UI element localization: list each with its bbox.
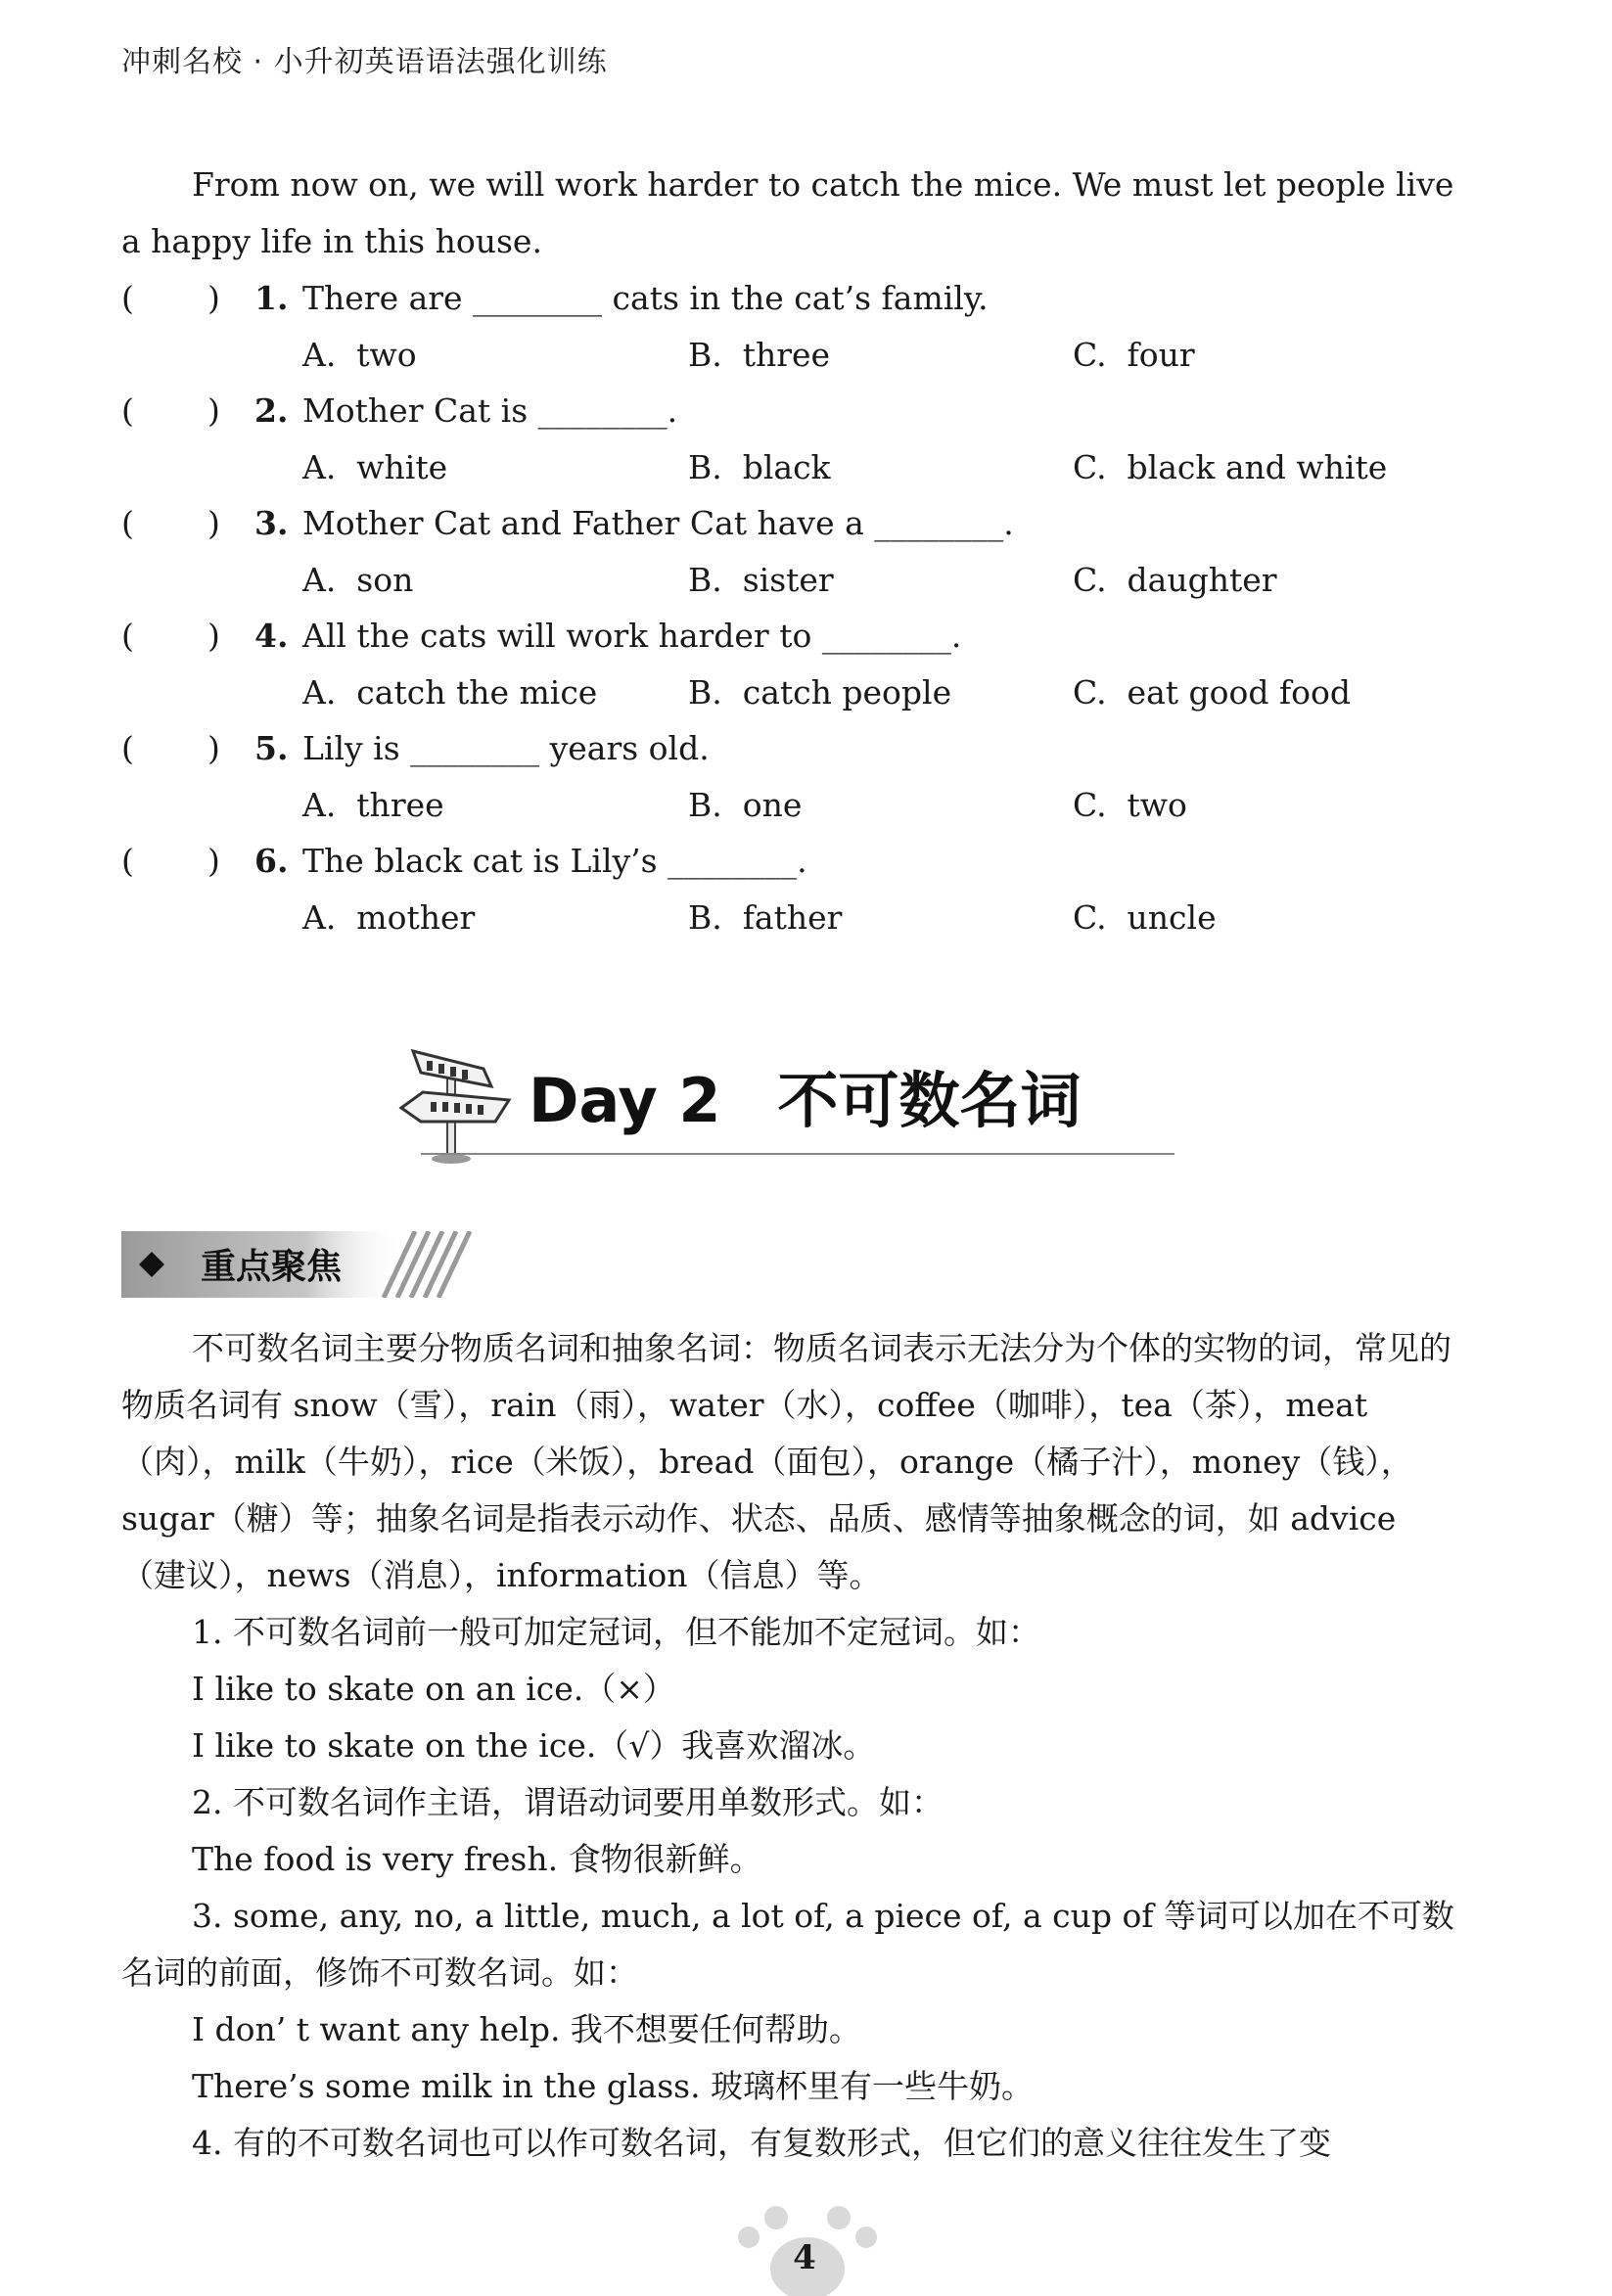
question-6-options: [0, 890, 1612, 946]
question-3: [121, 495, 1492, 552]
option-a: A. three: [302, 786, 444, 824]
example-1a: I like to skate on an ice.（×）: [192, 1670, 675, 1708]
question-number: 3.: [254, 504, 289, 542]
focus-title: 重点聚焦: [201, 1247, 343, 1287]
question-number: 2.: [254, 391, 289, 430]
question-4-options: [0, 665, 1612, 721]
question-6: [121, 833, 1492, 890]
question-number: 5.: [254, 729, 289, 767]
option-c: C. two: [1073, 786, 1187, 824]
option-c: C. daughter: [1073, 561, 1277, 599]
question-number: 6.: [254, 842, 289, 880]
question-text: All the cats will work harder to ________.: [302, 617, 962, 655]
question-2-options: [0, 439, 1612, 496]
example-2: The food is very fresh. 食物很新鲜。: [192, 1840, 762, 1878]
option-b: B. black: [688, 448, 831, 486]
option-c: C. eat good food: [1073, 673, 1352, 712]
option-b: B. father: [688, 898, 843, 937]
option-a: A. catch the mice: [302, 673, 598, 712]
option-b: B. sister: [688, 561, 834, 599]
option-c: C. four: [1073, 336, 1195, 374]
question-1: [121, 270, 1492, 327]
option-a: A. two: [302, 336, 417, 374]
question-4: [121, 608, 1492, 665]
answer-paren-open: (: [121, 279, 134, 317]
rule-2: 2. 不可数名词作主语，谓语动词要用单数形式。如：: [192, 1783, 944, 1821]
running-header: 冲刺名校 · 小升初英语语法强化训练: [121, 45, 608, 79]
question-number: 1.: [254, 279, 289, 317]
question-text: Lily is ________ years old.: [302, 729, 710, 767]
page-number: 4: [793, 2238, 816, 2277]
option-a: A. mother: [302, 898, 476, 937]
diamond-bullet-icon: [137, 1250, 166, 1279]
answer-paren-open: (: [121, 391, 134, 430]
option-b: B. catch people: [688, 673, 952, 712]
question-5-options: [0, 777, 1612, 834]
answer-paren-close: ): [207, 391, 220, 430]
answer-paren-open: (: [121, 729, 134, 767]
option-c: C. uncle: [1073, 898, 1217, 937]
day-heading: [529, 1052, 1082, 1139]
passage-ending: From now on, we will work harder to catch the mice. We must let people live a happy life in this house.: [121, 165, 1454, 260]
option-b: B. one: [688, 786, 803, 824]
option-b: B. three: [688, 336, 831, 374]
question-text: Mother Cat is ________.: [302, 391, 678, 430]
answer-paren-open: (: [121, 842, 134, 880]
answer-paren-close: ): [207, 279, 220, 317]
option-a: A. white: [302, 448, 448, 486]
answer-paren-close: ): [207, 617, 220, 655]
day-topic: 不可数名词: [777, 1065, 1082, 1136]
option-a: A. son: [302, 561, 414, 599]
option-c: C. black and white: [1073, 448, 1388, 486]
answer-paren-close: ): [207, 842, 220, 880]
answer-paren-open: (: [121, 504, 134, 542]
example-3a: I don’ t want any help. 我不想要任何帮助。: [192, 2010, 861, 2048]
example-1b: I like to skate on the ice.（√）我喜欢溜冰。: [192, 1726, 876, 1765]
question-text: Mother Cat and Father Cat have a ________.: [302, 504, 1014, 542]
answer-paren-close: ): [207, 504, 220, 542]
question-number: 4.: [254, 617, 289, 655]
question-5: [121, 720, 1492, 777]
question-2: [121, 383, 1492, 439]
rule-3: 3. some, any, no, a little, much, a lot of, a piece of, a cup of 等词可以加在不可数名词的前面，修饰不可数名词。如：: [121, 1897, 1455, 1992]
question-3-options: [0, 552, 1612, 609]
answer-paren-close: ): [207, 729, 220, 767]
question-1-options: [0, 327, 1612, 384]
signpost-icon: [393, 1039, 521, 1167]
rule-1: 1. 不可数名词前一般可加定冠词，但不能加不定冠词。如：: [192, 1613, 1040, 1651]
rule-4: 4. 有的不可数名词也可以作可数名词，有复数形式，但它们的意义往往发生了变: [192, 2124, 1331, 2162]
example-3b: There’s some milk in the glass. 玻璃杯里有一些牛奶。: [192, 2067, 1035, 2105]
day-heading-underline: [421, 1153, 1174, 1155]
question-text: The black cat is Lily’s ________.: [302, 842, 807, 880]
day-label: Day 2: [529, 1065, 721, 1136]
answer-paren-open: (: [121, 617, 134, 655]
question-text: There are ________ cats in the cat’s family.: [302, 279, 989, 317]
intro-paragraph: 不可数名词主要分物质名词和抽象名词：物质名词表示无法分为个体的实物的词，常见的物质名词有 snow（雪），rain（雨），water（水），coffee（咖啡），tea（茶），meat（肉），milk（牛奶），rice（米饭），bread（面包），orange（橘子汁），money（钱），sugar（糖）等；抽象名词是指表示动作、状态、品质、感情等抽象概念的词，如 advice（建议），news（消息），information（信息）等。: [121, 1329, 1451, 1594]
